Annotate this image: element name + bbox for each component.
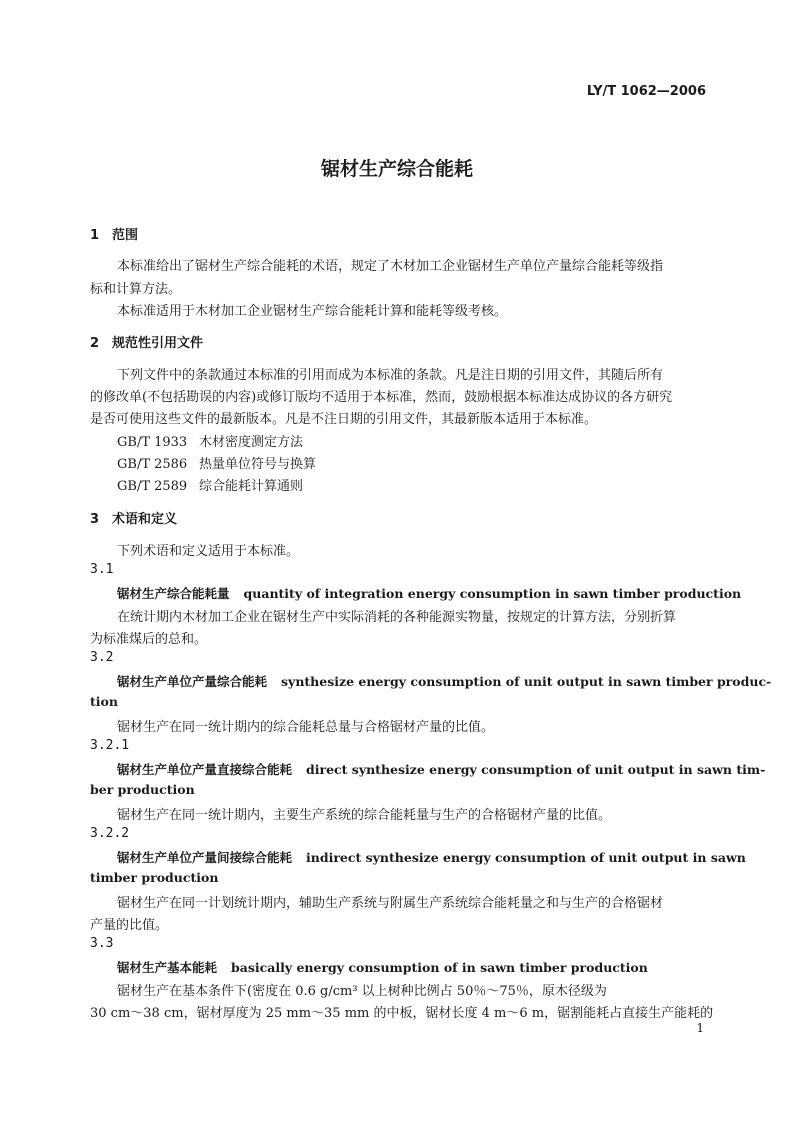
paragraph-line: 的修改单(不包括勘误的内容)或修订版均不适用于本标准，然而，鼓励根据本标准达成协议的各方研究 (90, 390, 673, 405)
definition-line: 30 cm～38 cm，锯材厚度为 25 mm～35 mm 的中板，锯材长度 4 m～6 m，锯割能耗占直接生产能耗的 (90, 1006, 714, 1021)
term-chinese: 锯材生产单位产量综合能耗 (117, 674, 268, 689)
document-title: 锯材生产综合能耗 (320, 158, 473, 180)
paragraph-line: 本标准给出了锯材生产综合能耗的术语，规定了木材加工企业锯材生产单位产量综合能耗等级指 (117, 259, 664, 274)
reference-code: GB/T 2586 (117, 457, 188, 472)
term-chinese: 锯材生产综合能耗量 (117, 586, 230, 601)
term-english: direct synthesize energy consumption of unit output in sawn tim- (306, 762, 766, 777)
term-entry (117, 848, 746, 866)
section-title: 范围 (112, 228, 139, 243)
paragraph-line: 本标准适用于木材加工企业锯材生产综合能耗计算和能耗等级考核。 (117, 304, 508, 319)
section-title: 术语和定义 (112, 512, 178, 527)
definition-line: 锯材生产在同一计划统计期内，辅助生产系统与附属生产系统综合能耗量之和与生产的合格锯材 (117, 896, 664, 911)
section-3-heading (90, 508, 177, 527)
clause-number: 3.2 (90, 650, 114, 665)
definition-line: 锯材生产在基本条件下(密度在 0.6 g/cm³ 以上树种比例占 50％～75％，原木径级为 (117, 984, 607, 999)
normative-reference (117, 431, 303, 450)
section-2-heading (90, 332, 203, 351)
page-number: 1 (696, 1021, 704, 1035)
term-english: synthesize energy consumption of unit output in sawn timber produc- (281, 674, 772, 689)
paragraph-line: 下列文件中的条款通过本标准的引用而成为本标准的条款。凡是注日期的引用文件，其随后所有 (117, 368, 664, 383)
term-chinese: 锯材生产单位产量直接综合能耗 (117, 762, 293, 777)
reference-title: 热量单位符号与换算 (199, 457, 317, 472)
definition-line: 为标准煤后的总和。 (90, 632, 208, 647)
term-english-continued: tion (90, 694, 118, 709)
reference-code: GB/T 2589 (117, 479, 188, 494)
section-number: 2 (90, 336, 100, 351)
clause-number: 3.3 (90, 936, 114, 951)
term-entry (117, 584, 741, 602)
definition-line: 锯材生产在同一统计期内的综合能耗总量与合格锯材产量的比值。 (117, 720, 495, 735)
reference-code: GB/T 1933 (117, 435, 188, 450)
term-entry (117, 672, 771, 690)
section-number: 1 (90, 228, 100, 243)
section-1-heading (90, 224, 138, 243)
definition-line: 在统计期内木材加工企业在锯材生产中实际消耗的各种能源实物量，按规定的计算方法，分别折算 (117, 610, 677, 625)
paragraph-line: 下列术语和定义适用于本标准。 (117, 544, 300, 559)
clause-number: 3.2.1 (90, 738, 130, 753)
normative-reference (117, 453, 316, 472)
term-english-continued: ber production (90, 782, 195, 797)
term-english-continued: timber production (90, 870, 219, 885)
definition-line: 产量的比值。 (90, 918, 169, 933)
standard-number: LY/T 1062—2006 (586, 84, 706, 99)
term-entry (117, 760, 765, 778)
term-chinese: 锯材生产单位产量间接综合能耗 (117, 850, 293, 865)
definition-line: 锯材生产在同一统计期内，主要生产系统的综合能耗量与生产的合格锯材产量的比值。 (117, 808, 612, 823)
paragraph-line: 标和计算方法。 (90, 282, 182, 297)
paragraph-line: 是否可使用这些文件的最新版本。凡是不注日期的引用文件，其最新版本适用于本标准。 (90, 412, 598, 427)
clause-number: 3.1 (90, 562, 114, 577)
term-english: quantity of integration energy consumption in sawn timber production (243, 586, 742, 601)
term-english: basically energy consumption of in sawn timber production (231, 960, 648, 975)
reference-title: 综合能耗计算通则 (199, 479, 304, 494)
reference-title: 木材密度测定方法 (199, 435, 304, 450)
clause-number: 3.2.2 (90, 826, 130, 841)
term-entry (117, 958, 648, 976)
term-chinese: 锯材生产基本能耗 (117, 960, 218, 975)
term-english: indirect synthesize energy consumption of unit output in sawn (306, 850, 746, 865)
normative-reference (117, 475, 303, 494)
section-title: 规范性引用文件 (112, 336, 204, 351)
section-number: 3 (90, 512, 100, 527)
